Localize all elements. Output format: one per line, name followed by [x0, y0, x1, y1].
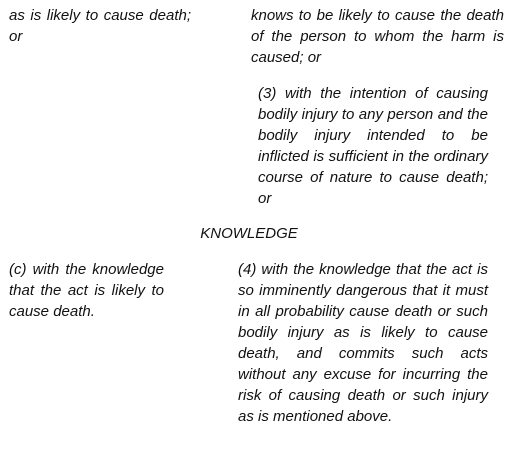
- clause-4-paragraph: (4) with the knowledge that the act is so imminently dangerous that it must in all probability cause death or such bodily injury as is likely to cause death, and commits such acts without any excuse for incurring the risk of causing death or such injury as is mentioned above.: [238, 261, 488, 425]
- clause-3-paragraph: (3) with the intention of causing bodily injury to any person and the bodily injury intended to be inflicted is sufficient in the ordinary course of nature to cause death; or: [258, 85, 488, 207]
- clause-c-paragraph: (c) with the knowledge that the act is likely to cause death.: [9, 261, 164, 320]
- section-heading-knowledge: KNOWLEDGE: [200, 225, 298, 242]
- left-column-fragment: as is likely to cause death; or: [9, 7, 191, 45]
- right-column-fragment: knows to be likely to cause the death of the person to whom the harm is caused; or: [251, 7, 504, 66]
